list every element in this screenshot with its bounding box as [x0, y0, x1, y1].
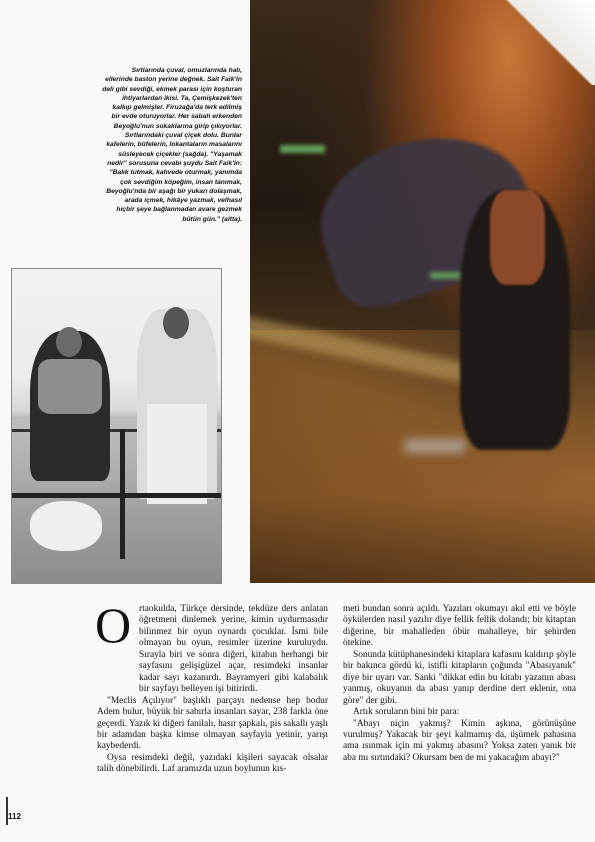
dog: [30, 501, 102, 551]
caption-line: bütün gün." (altta).: [182, 215, 242, 223]
paragraph: "Abayı niçin yakmış? Kimin aşkına, görünüşüne vurulmuş? Yakacak bir şeyi kalmamış da, üşümek pahasına ama ısınmak için mi yakmış abasını? Yoksa zaten yanık bir aba mı sırtındaki? Okursam ben de mi yakacağım abayı?": [343, 718, 576, 763]
black-white-photo: [11, 268, 222, 584]
caption-line: bir evde oturuyorlar. Her sabah erkenden: [111, 113, 242, 121]
caption-line: Sırtlarında çuval, omuzlarında halı,: [131, 67, 242, 74]
paragraph: Artık soruların bini bir para:: [353, 707, 460, 718]
caption-line: "Balık tutmak, kahvede oturmak, yanımda: [109, 169, 242, 177]
paragraph: "Meclis Açılıyor" başlıklı parçayı nedense hep bodur Adem bulur, büyük bir sabırla insanları sayar, 238 farkla öne geçerdi. Yazık ki diğeri fanilalı, hasır şapkalı, pis sakallı yaşlı bir adamdan başka kimse olmayan sayfayla yetinir, yarışı kaybederdi.: [97, 695, 328, 752]
caption-line: hiçbir şeye bağlanmadan avare gezmek: [116, 206, 242, 214]
article-column-2: [343, 604, 576, 764]
caption-line: kalkıp gelmişler. Firuzağa'da terk edilmiş: [112, 104, 242, 112]
caption-line: arada içmek, hikâye yazmak, velhasıl: [124, 197, 242, 205]
paragraph: Oysa resimdeki değil, yazıdaki kişileri sayacak olsalar talih dönebilirdi. Laf aramızda uzun boylunun kıs-: [97, 752, 328, 775]
caption-line: Beyoğlu'nda bir aşağı bir yukarı dolaşmak,: [106, 187, 242, 195]
trousers: [147, 404, 207, 504]
page-corner-curl: [500, 0, 595, 85]
seated-man: [30, 331, 110, 481]
caption-line: Sırtlarındaki çuval çiçek dolu. Bunlar: [124, 132, 242, 140]
paragraph: meti bundan sonra açıldı. Yazıları okumayı akıl etti ve böyle öykülerden nasıl yazılır diye fellik fellik dolandı; bir kitaptan diğerine, bir mahalleden öbür mahalleye, bir şehirden ötekine.: [343, 604, 576, 649]
green-light: [430, 272, 460, 279]
green-light: [280, 145, 325, 153]
paragraph: Sonunda kütüphanesindeki kitaplara kafasını kaldırıp şöyle bir bakınca gördü ki, istifli kitapların çoğunda "Abasıyanık" diye bir uyarı var. Sanki "dikkat edin bu kitabı yazanın abası yanmış, okuyanın da abası yanıp derdine dert eklenir, ona göre" der gibi.: [343, 649, 576, 706]
caption-line: süsleyecek çiçekler (sağda). "Yaşamak: [118, 150, 242, 158]
caption-line: ellerinde baston yerine değnek. Sait Faik'in: [105, 76, 242, 84]
paragraph: rtaokulda, Türkçe dersinde, tekdüze ders anlatan öğretmeni dinlemek yerine, kimin uydurmasıdır bilinmez bir oyun oynardı çocuklar. İsmi bile olmayan bu oyun, resimler üzerine kuruluydu. Sırayla biri ve sonra diğeri, kitabın herhangi bir sayfasını gelişigüzel açar, resimdeki insanlar kadar sayı kazanırdı. Bayramyeri gibi kalabalık bir sayfayı belleyen işi bitirirdi.: [139, 604, 328, 695]
caption-line: çok sevdiğim köpeğim, insan tanımak,: [120, 178, 242, 186]
article-column-1: [95, 597, 328, 776]
caption-line: deli gibi sevdiği, ekmek parası için koşturan: [102, 85, 242, 93]
page-number: 112: [8, 812, 21, 821]
railing-bar: [12, 493, 222, 498]
shawl: [490, 190, 545, 285]
photo-caption: [30, 66, 242, 224]
caption-line: ihtiyarlardan ikisi. Ta, Çemişkezek'ten: [122, 94, 242, 102]
caption-line: Beyoğlu'nun sokaklarına girip çıkıyorlar.: [113, 122, 242, 130]
standing-man: [137, 309, 217, 499]
head: [56, 327, 82, 357]
street-reflection: [405, 440, 465, 452]
head: [163, 307, 189, 339]
caption-line: kafelerin, büfelerin, lokantaların masalarını: [106, 141, 242, 149]
caption-line: nedir" sorusuna cevabı şuydu Sait Faik'in:: [107, 159, 242, 167]
drop-cap: O: [95, 597, 132, 653]
shirt: [38, 359, 102, 414]
street-photo: [250, 0, 595, 583]
